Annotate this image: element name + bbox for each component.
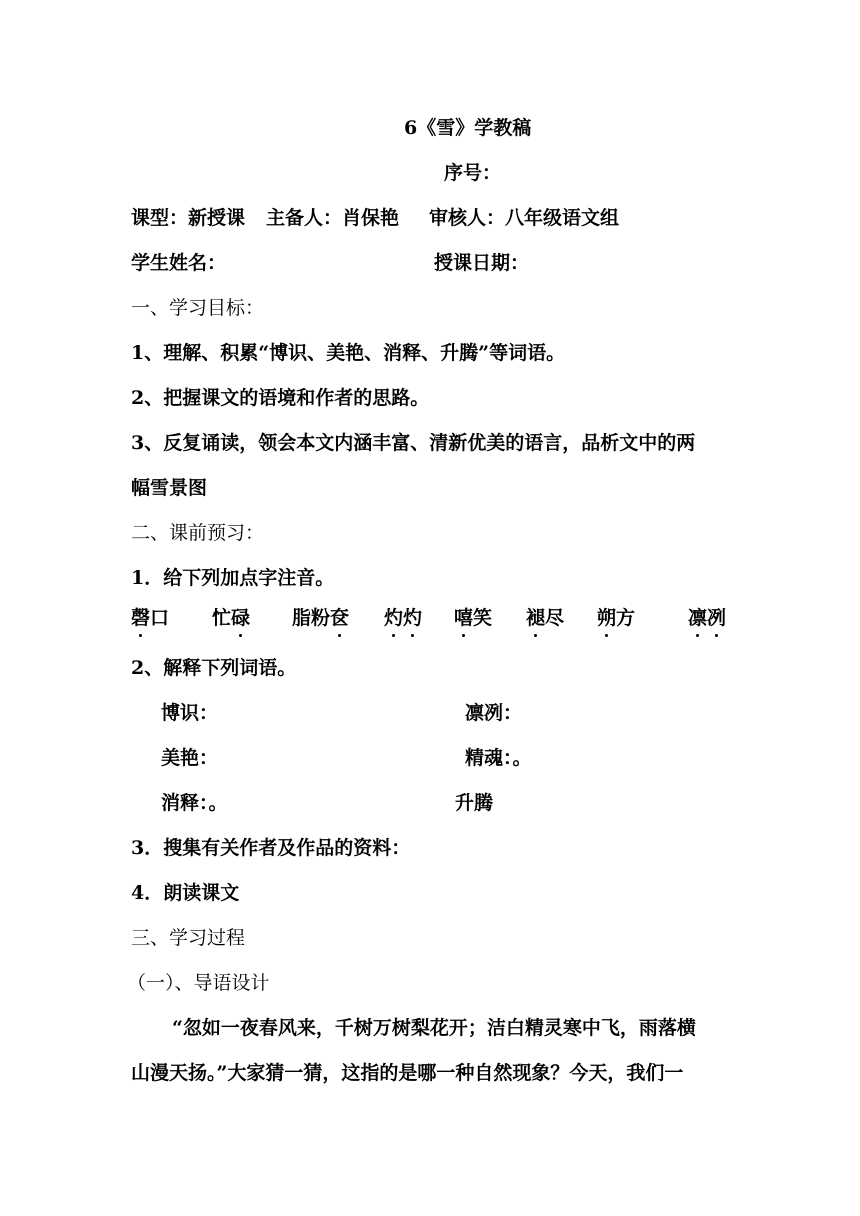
pinyin-word-row <box>131 606 731 640</box>
goal-item-3-line2: 幅雪景图 <box>131 477 208 499</box>
student-name-label: 学生姓名： <box>131 252 227 274</box>
class-date-label: 授课日期： <box>434 252 530 274</box>
term-boshi: 博识： <box>161 702 219 724</box>
goal-item-1: 1、理解、积累“博识、美艳、消释、升腾”等词语。 <box>131 342 566 364</box>
lesson-type: 课型：新授课 <box>131 207 246 229</box>
pinyin-word: 忙碌 <box>212 607 251 629</box>
lesson-reviewer: 审核人：八年级语文组 <box>429 207 620 229</box>
pinyin-word: 凛冽 <box>688 607 727 629</box>
goal-item-3-line1: 3、反复诵读，领会本文内涵丰富、清新优美的语言，品析文中的两 <box>131 432 696 454</box>
term-shengteng: 升腾 <box>455 792 494 814</box>
term-xiaoshi: 消释：。 <box>161 792 228 814</box>
pinyin-word: 嘻笑 <box>454 607 493 629</box>
intro-paragraph-line1: “忽如一夜春风来，千树万树梨花开；洁白精灵寒中飞，雨落横 <box>172 1017 696 1039</box>
student-name-row <box>131 251 226 275</box>
preview-item-1: 1．给下列加点字注音。 <box>131 567 335 589</box>
preview-item-3: 3．搜集有关作者及作品的资料： <box>131 837 411 859</box>
term-meiyan: 美艳： <box>161 747 219 769</box>
lesson-info-row <box>131 206 619 230</box>
term-linlie: 凛冽： <box>465 702 523 724</box>
section-heading-process: 三、学习过程 <box>131 927 246 949</box>
pinyin-word: 磬口 <box>131 607 170 629</box>
preview-item-4: 4．朗读课文 <box>131 882 240 904</box>
pinyin-word: 灼灼 <box>384 607 423 629</box>
serial-number-label: 序号： <box>444 162 502 184</box>
subsection-intro-design: （一）、导语设计 <box>127 972 270 994</box>
pinyin-word: 朔方 <box>597 607 636 629</box>
document-title: 6《雪》学教稿 <box>404 117 532 139</box>
preview-item-2: 2、解释下列词语。 <box>131 657 297 679</box>
section-heading-preview: 二、课前预习： <box>131 522 265 544</box>
pinyin-word: 褪尽 <box>526 607 565 629</box>
goal-item-2: 2、把握课文的语境和作者的思路。 <box>131 387 430 409</box>
lesson-preparer: 主备人：肖保艳 <box>266 207 400 229</box>
section-heading-goals: 一、学习目标： <box>131 297 265 319</box>
pinyin-word: 脂粉奁 <box>292 607 350 629</box>
term-jinghun: 精魂：。 <box>465 747 532 769</box>
intro-paragraph-line2: 山漫天扬。”大家猜一猜，这指的是哪一种自然现象？今天，我们一 <box>131 1062 684 1084</box>
